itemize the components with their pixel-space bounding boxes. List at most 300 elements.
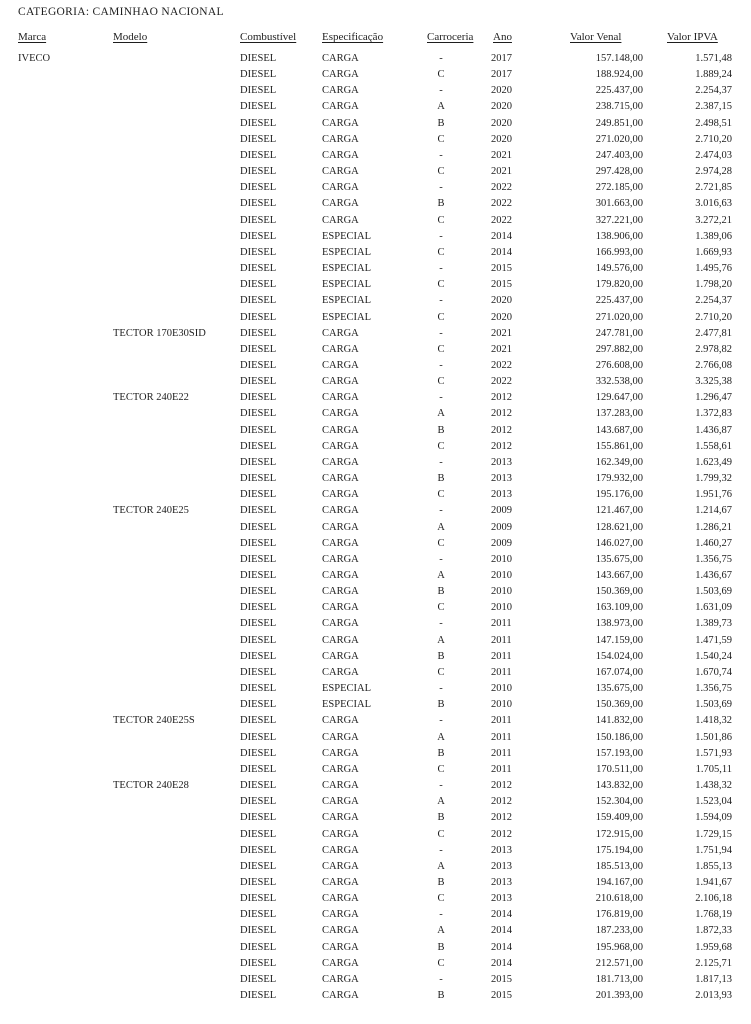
cell-modelo: TECTOR 170E30SID [113, 327, 206, 339]
cell-carroceria: C [437, 343, 445, 355]
cell-especificacao: CARGA [322, 844, 359, 856]
cell-carroceria: C [437, 440, 445, 452]
cell-combustivel: DIESEL [240, 85, 277, 97]
cell-valor-venal: 271.020,00 [595, 311, 643, 323]
cell-carroceria: C [437, 666, 445, 678]
cell-especificacao: CARGA [322, 553, 359, 565]
table-row [0, 843, 751, 859]
cell-valor-venal: 138.973,00 [595, 618, 643, 630]
cell-valor-ipva: 1.356,75 [695, 553, 732, 565]
cell-valor-ipva: 2.721,85 [695, 182, 732, 194]
cell-combustivel: DIESEL [240, 747, 277, 759]
cell-valor-ipva: 1.501,86 [695, 731, 732, 743]
table-row [0, 907, 751, 923]
table-row [0, 487, 751, 503]
cell-especificacao: CARGA [322, 182, 359, 194]
cell-ano: 2011 [491, 634, 512, 646]
cell-valor-venal: 157.148,00 [595, 53, 643, 64]
cell-valor-ipva: 1.705,11 [695, 763, 732, 775]
cell-ano: 2017 [491, 69, 512, 81]
cell-especificacao: CARGA [322, 893, 359, 905]
cell-ano: 2020 [491, 295, 512, 307]
cell-ano: 2020 [491, 101, 512, 113]
cell-especificacao: CARGA [322, 440, 359, 452]
table-row [0, 326, 751, 342]
cell-combustivel: DIESEL [240, 214, 277, 226]
cell-valor-ipva: 2.710,20 [695, 311, 732, 323]
cell-ano: 2012 [491, 828, 512, 840]
table-row [0, 649, 751, 665]
cell-carroceria: - [439, 553, 443, 565]
cell-carroceria: - [439, 715, 443, 727]
cell-valor-venal: 247.781,00 [595, 327, 643, 339]
table-body [0, 51, 751, 1004]
cell-ano: 2011 [491, 650, 512, 662]
cell-combustivel: DIESEL [240, 990, 277, 1002]
table-row [0, 358, 751, 374]
cell-valor-ipva: 2.477,81 [695, 327, 732, 339]
cell-carroceria: B [437, 941, 445, 953]
cell-ano: 2021 [491, 149, 512, 161]
cell-valor-venal: 121.467,00 [595, 505, 643, 517]
cell-carroceria: - [439, 263, 443, 275]
cell-especificacao: CARGA [322, 973, 359, 985]
cell-carroceria: C [437, 376, 445, 388]
cell-ano: 2014 [491, 246, 512, 258]
table-row [0, 940, 751, 956]
cell-valor-venal: 225.437,00 [595, 85, 643, 97]
cell-carroceria: - [439, 909, 443, 921]
cell-valor-ipva: 1.436,87 [695, 424, 732, 436]
cell-valor-ipva: 2.254,37 [695, 85, 732, 97]
cell-valor-venal: 212.571,00 [595, 957, 643, 969]
cell-valor-ipva: 2.766,08 [695, 359, 732, 371]
cell-especificacao: ESPECIAL [322, 699, 372, 711]
cell-especificacao: CARGA [322, 424, 359, 436]
cell-valor-ipva: 1.855,13 [695, 860, 732, 872]
cell-combustivel: DIESEL [240, 117, 277, 129]
cell-ano: 2020 [491, 117, 512, 129]
cell-carroceria: B [437, 699, 445, 711]
cell-combustivel: DIESEL [240, 683, 277, 695]
cell-combustivel: DIESEL [240, 279, 277, 291]
cell-carroceria: A [437, 796, 445, 808]
cell-valor-ipva: 1.941,67 [695, 876, 732, 888]
cell-valor-venal: 179.820,00 [595, 279, 643, 291]
table-row [0, 471, 751, 487]
table-row [0, 536, 751, 552]
cell-valor-venal: 238.715,00 [595, 101, 643, 113]
table-row [0, 51, 751, 67]
cell-valor-ipva: 2.254,37 [695, 295, 732, 307]
cell-combustivel: DIESEL [240, 618, 277, 630]
cell-combustivel: DIESEL [240, 521, 277, 533]
cell-combustivel: DIESEL [240, 796, 277, 808]
cell-valor-ipva: 2.974,28 [695, 166, 732, 178]
cell-especificacao: CARGA [322, 876, 359, 888]
cell-valor-venal: 201.393,00 [595, 990, 643, 1002]
cell-especificacao: CARGA [322, 602, 359, 614]
cell-carroceria: A [437, 925, 445, 937]
cell-carroceria: - [439, 456, 443, 468]
table-row [0, 213, 751, 229]
cell-carroceria: B [437, 198, 445, 210]
cell-ano: 2020 [491, 133, 512, 145]
cell-valor-ipva: 1.571,93 [695, 747, 732, 759]
cell-ano: 2021 [491, 327, 512, 339]
cell-especificacao: CARGA [322, 941, 359, 953]
cell-ano: 2011 [491, 763, 512, 775]
cell-carroceria: - [439, 85, 443, 97]
table-row [0, 972, 751, 988]
cell-valor-ipva: 1.558,61 [695, 440, 732, 452]
cell-combustivel: DIESEL [240, 327, 277, 339]
table-row [0, 277, 751, 293]
table-row [0, 455, 751, 471]
cell-ano: 2021 [491, 166, 512, 178]
cell-carroceria: - [439, 295, 443, 307]
table-row [0, 568, 751, 584]
cell-combustivel: DIESEL [240, 182, 277, 194]
cell-valor-venal: 129.647,00 [595, 392, 643, 404]
cell-combustivel: DIESEL [240, 925, 277, 937]
cell-valor-ipva: 2.106,18 [695, 893, 732, 905]
cell-especificacao: CARGA [322, 505, 359, 517]
cell-combustivel: DIESEL [240, 53, 277, 64]
cell-valor-ipva: 1.951,76 [695, 489, 732, 501]
column-header-marca: Marca [18, 31, 47, 43]
cell-ano: 2012 [491, 392, 512, 404]
table-row [0, 229, 751, 245]
cell-carroceria: B [437, 473, 445, 485]
cell-valor-venal: 297.428,00 [595, 166, 643, 178]
cell-valor-venal: 175.194,00 [595, 844, 643, 856]
table-row [0, 164, 751, 180]
cell-valor-venal: 187.233,00 [595, 925, 643, 937]
cell-combustivel: DIESEL [240, 570, 277, 581]
cell-especificacao: CARGA [322, 359, 359, 371]
cell-especificacao: CARGA [322, 327, 359, 339]
cell-carroceria: - [439, 618, 443, 630]
table-row [0, 406, 751, 422]
cell-valor-ipva: 1.799,32 [695, 473, 732, 485]
cell-combustivel: DIESEL [240, 715, 277, 727]
cell-carroceria: - [439, 683, 443, 695]
cell-combustivel: DIESEL [240, 763, 277, 775]
cell-valor-ipva: 1.495,76 [695, 263, 732, 275]
cell-especificacao: CARGA [322, 990, 359, 1002]
cell-combustivel: DIESEL [240, 602, 277, 614]
cell-especificacao: CARGA [322, 618, 359, 630]
cell-carroceria: - [439, 844, 443, 856]
cell-combustivel: DIESEL [240, 133, 277, 145]
table-row [0, 390, 751, 406]
cell-combustivel: DIESEL [240, 263, 277, 275]
table-row [0, 988, 751, 1004]
cell-especificacao: CARGA [322, 166, 359, 178]
cell-especificacao: CARGA [322, 537, 359, 549]
cell-ano: 2010 [491, 570, 512, 581]
cell-valor-ipva: 2.498,51 [695, 117, 732, 129]
table-row [0, 778, 751, 794]
cell-carroceria: C [437, 828, 445, 840]
cell-valor-ipva: 1.503,69 [695, 586, 732, 598]
cell-ano: 2013 [491, 860, 512, 872]
cell-combustivel: DIESEL [240, 69, 277, 81]
table-row [0, 762, 751, 778]
table-row [0, 520, 751, 536]
cell-valor-venal: 179.932,00 [595, 473, 643, 485]
cell-especificacao: CARGA [322, 408, 359, 420]
cell-ano: 2020 [491, 311, 512, 323]
table-row [0, 245, 751, 261]
cell-especificacao: CARGA [322, 747, 359, 759]
column-header-especificacao: Especificação [322, 31, 384, 43]
cell-valor-ipva: 1.503,69 [695, 699, 732, 711]
cell-carroceria: B [437, 747, 445, 759]
cell-especificacao: CARGA [322, 909, 359, 921]
table-row [0, 633, 751, 649]
cell-especificacao: CARGA [322, 198, 359, 210]
cell-valor-venal: 181.713,00 [595, 973, 643, 985]
cell-valor-ipva: 2.474,03 [695, 149, 732, 161]
cell-valor-venal: 135.675,00 [595, 683, 643, 695]
cell-valor-ipva: 1.594,09 [695, 812, 732, 824]
cell-especificacao: ESPECIAL [322, 230, 372, 242]
cell-valor-ipva: 1.438,32 [695, 780, 732, 792]
cell-combustivel: DIESEL [240, 246, 277, 258]
table-row [0, 681, 751, 697]
cell-ano: 2012 [491, 408, 512, 420]
cell-valor-venal: 152.304,00 [595, 796, 643, 808]
cell-ano: 2014 [491, 925, 512, 937]
cell-ano: 2011 [491, 715, 512, 727]
cell-valor-venal: 176.819,00 [595, 909, 643, 921]
cell-ano: 2012 [491, 440, 512, 452]
cell-carroceria: C [437, 133, 445, 145]
cell-valor-ipva: 2.387,15 [695, 101, 732, 113]
cell-carroceria: - [439, 505, 443, 517]
cell-ano: 2010 [491, 699, 512, 711]
cell-carroceria: C [437, 602, 445, 614]
cell-valor-ipva: 1.418,32 [695, 715, 732, 727]
cell-especificacao: ESPECIAL [322, 246, 372, 258]
cell-especificacao: CARGA [322, 473, 359, 485]
table-row [0, 342, 751, 358]
cell-carroceria: C [437, 279, 445, 291]
cell-carroceria: C [437, 69, 445, 81]
table-row [0, 116, 751, 132]
cell-combustivel: DIESEL [240, 893, 277, 905]
cell-especificacao: CARGA [322, 521, 359, 533]
table-row [0, 956, 751, 972]
cell-valor-ipva: 2.013,93 [695, 990, 732, 1002]
cell-combustivel: DIESEL [240, 731, 277, 743]
table-row [0, 310, 751, 326]
cell-modelo: TECTOR 240E22 [113, 392, 189, 404]
cell-valor-venal: 188.924,00 [595, 69, 643, 81]
cell-especificacao: CARGA [322, 796, 359, 808]
cell-especificacao: CARGA [322, 925, 359, 937]
table-row [0, 552, 751, 568]
cell-especificacao: CARGA [322, 456, 359, 468]
cell-valor-venal: 149.576,00 [595, 263, 643, 275]
cell-valor-venal: 138.906,00 [595, 230, 643, 242]
table-row [0, 503, 751, 519]
cell-valor-ipva: 2.710,20 [695, 133, 732, 145]
cell-valor-ipva: 1.670,74 [695, 666, 732, 678]
cell-combustivel: DIESEL [240, 876, 277, 888]
cell-ano: 2015 [491, 990, 512, 1002]
cell-carroceria: - [439, 359, 443, 371]
cell-valor-venal: 210.618,00 [595, 893, 643, 905]
cell-ano: 2011 [491, 747, 512, 759]
cell-valor-venal: 135.675,00 [595, 553, 643, 565]
cell-carroceria: C [437, 166, 445, 178]
cell-valor-ipva: 2.125,71 [695, 957, 732, 969]
cell-ano: 2009 [491, 537, 512, 549]
table-row [0, 83, 751, 99]
cell-especificacao: ESPECIAL [322, 295, 372, 307]
cell-ano: 2013 [491, 489, 512, 501]
cell-valor-ipva: 1.356,75 [695, 683, 732, 695]
cell-carroceria: C [437, 214, 445, 226]
cell-especificacao: CARGA [322, 214, 359, 226]
cell-valor-venal: 166.993,00 [595, 246, 643, 258]
cell-ano: 2015 [491, 263, 512, 275]
cell-valor-ipva: 1.959,68 [695, 941, 732, 953]
table-row [0, 196, 751, 212]
cell-ano: 2022 [491, 359, 512, 371]
cell-ano: 2010 [491, 602, 512, 614]
cell-carroceria: C [437, 763, 445, 775]
table-row [0, 261, 751, 277]
cell-carroceria: B [437, 876, 445, 888]
cell-combustivel: DIESEL [240, 699, 277, 711]
cell-valor-venal: 225.437,00 [595, 295, 643, 307]
cell-carroceria: A [437, 860, 445, 872]
cell-combustivel: DIESEL [240, 973, 277, 985]
table-row [0, 374, 751, 390]
column-header-valor-venal: Valor Venal [570, 31, 622, 43]
cell-ano: 2013 [491, 844, 512, 856]
cell-ano: 2013 [491, 893, 512, 905]
table-row [0, 891, 751, 907]
column-header-modelo: Modelo [113, 31, 148, 43]
cell-especificacao: CARGA [322, 101, 359, 113]
cell-modelo: TECTOR 240E28 [113, 780, 189, 792]
table-row [0, 616, 751, 632]
cell-valor-venal: 195.968,00 [595, 941, 643, 953]
cell-ano: 2022 [491, 198, 512, 210]
table-row [0, 148, 751, 164]
cell-ano: 2021 [491, 343, 512, 355]
cell-valor-ipva: 1.286,21 [695, 521, 732, 533]
cell-ano: 2011 [491, 666, 512, 678]
cell-carroceria: B [437, 424, 445, 436]
cell-ano: 2012 [491, 812, 512, 824]
cell-combustivel: DIESEL [240, 295, 277, 307]
cell-valor-venal: 185.513,00 [595, 860, 643, 872]
cell-valor-venal: 150.369,00 [595, 586, 643, 598]
cell-carroceria: B [437, 117, 445, 129]
cell-ano: 2014 [491, 909, 512, 921]
cell-especificacao: ESPECIAL [322, 311, 372, 323]
table-row [0, 180, 751, 196]
table-row [0, 730, 751, 746]
cell-valor-venal: 143.667,00 [595, 570, 643, 581]
cell-especificacao: CARGA [322, 117, 359, 129]
cell-valor-ipva: 1.214,67 [695, 505, 732, 517]
cell-carroceria: C [437, 489, 445, 501]
cell-valor-ipva: 1.889,24 [695, 69, 732, 81]
cell-valor-ipva: 1.798,20 [695, 279, 732, 291]
cell-carroceria: B [437, 650, 445, 662]
cell-marca: IVECO [18, 53, 51, 64]
cell-especificacao: CARGA [322, 586, 359, 598]
cell-valor-ipva: 1.729,15 [695, 828, 732, 840]
cell-ano: 2009 [491, 505, 512, 517]
cell-combustivel: DIESEL [240, 780, 277, 792]
cell-carroceria: - [439, 230, 443, 242]
cell-especificacao: CARGA [322, 860, 359, 872]
cell-valor-ipva: 1.817,13 [695, 973, 732, 985]
cell-valor-ipva: 1.471,59 [695, 634, 732, 646]
cell-valor-venal: 128.621,00 [595, 521, 643, 533]
cell-combustivel: DIESEL [240, 812, 277, 824]
cell-valor-venal: 150.369,00 [595, 699, 643, 711]
cell-combustivel: DIESEL [240, 424, 277, 436]
cell-valor-venal: 157.193,00 [595, 747, 643, 759]
cell-combustivel: DIESEL [240, 489, 277, 501]
table-row [0, 600, 751, 616]
cell-combustivel: DIESEL [240, 860, 277, 872]
cell-especificacao: ESPECIAL [322, 279, 372, 291]
cell-especificacao: CARGA [322, 392, 359, 404]
table-row [0, 713, 751, 729]
cell-valor-ipva: 1.389,73 [695, 618, 732, 630]
cell-especificacao: CARGA [322, 85, 359, 97]
cell-combustivel: DIESEL [240, 198, 277, 210]
cell-ano: 2015 [491, 973, 512, 985]
cell-ano: 2014 [491, 957, 512, 969]
cell-valor-ipva: 1.296,47 [695, 392, 732, 404]
cell-ano: 2014 [491, 941, 512, 953]
cell-combustivel: DIESEL [240, 634, 277, 646]
table-row [0, 293, 751, 309]
cell-combustivel: DIESEL [240, 844, 277, 856]
cell-especificacao: CARGA [322, 69, 359, 81]
cell-ano: 2009 [491, 521, 512, 533]
cell-especificacao: CARGA [322, 343, 359, 355]
cell-combustivel: DIESEL [240, 537, 277, 549]
cell-carroceria: - [439, 780, 443, 792]
cell-ano: 2017 [491, 53, 512, 64]
cell-modelo: TECTOR 240E25 [113, 505, 189, 517]
cell-especificacao: CARGA [322, 570, 359, 581]
cell-valor-venal: 163.109,00 [595, 602, 643, 614]
cell-carroceria: A [437, 570, 445, 581]
cell-valor-ipva: 3.272,21 [695, 214, 732, 226]
cell-carroceria: B [437, 586, 445, 598]
cell-valor-venal: 150.186,00 [595, 731, 643, 743]
cell-combustivel: DIESEL [240, 666, 277, 678]
cell-valor-ipva: 1.523,04 [695, 796, 732, 808]
cell-carroceria: C [437, 311, 445, 323]
cell-carroceria: A [437, 521, 445, 533]
cell-ano: 2022 [491, 214, 512, 226]
cell-valor-venal: 170.511,00 [596, 763, 643, 775]
